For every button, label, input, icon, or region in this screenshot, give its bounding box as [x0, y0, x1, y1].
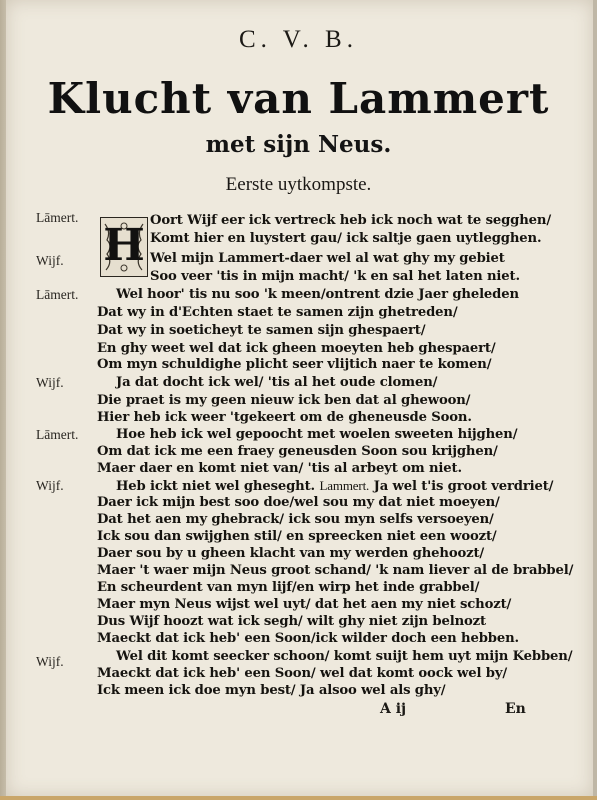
verse-line: Ick sou dan swijghen stil/ en spreecken niet een woozt/ [97, 529, 497, 544]
verse-line: Dus Wijf hoozt wat ick segh/ wilt ghy niet zijn belnozt [97, 614, 486, 629]
verse-line: Oort Wijf eer ick vertreck heb ick noch wat te segghen/ [150, 213, 552, 228]
verse-line: Die praet is my geen nieuw ick ben dat al ghewoon/ [97, 393, 471, 408]
verse-line: Wel mijn Lammert-daer wel al wat ghy my gebiet [150, 251, 505, 266]
verse-line: Soo veer 'tis in mijn macht/ 'k en sal het laten niet. [150, 269, 520, 284]
verse-line: En scheurdent van myn lijf/en wirp het inde grabbel/ [97, 580, 480, 595]
verse-line: Komt hier en luystert gau/ ick saltje gaen uytlegghen. [150, 231, 542, 246]
verse-line: Daer sou by u gheen klacht van my werden ghehoozt/ [97, 546, 485, 561]
play-title: Klucht van Lammert [47, 74, 550, 123]
verse-line: Dat wy in soeticheyt te samen sijn ghespaert/ [97, 323, 426, 338]
catchword: En [505, 701, 526, 717]
verse-line: Maeckt dat ick heb' een Soon/ wel dat komt oock wel by/ [97, 666, 508, 681]
verse-line: Maer myn Neus wijst wel uyt/ dat het aen my niet schozt/ [97, 597, 512, 612]
verse-line: En ghy weet wel dat ick gheen moeyten heb ghespaert/ [97, 341, 496, 356]
speaker-label: Lāmert. [36, 210, 79, 225]
verse-line: Om dat ick me een fraey geneusden Soon sou krijghen/ [97, 444, 498, 459]
play-subtitle: met sijn Neus. [205, 131, 392, 158]
verse-line: Hier heb ick weer 'tgekeert om de gheneusde Soon. [97, 410, 472, 425]
verse-line: Dat het aen my ghebrack/ ick sou myn selfs versoeyen/ [97, 512, 494, 527]
verse-line: Dat wy in d'Echten staet te samen zijn ghetreden/ [97, 305, 458, 320]
speaker-label: Wijf. [36, 654, 64, 669]
speaker-label: Wijf. [36, 478, 64, 493]
verse-line: Maeckt dat ick heb' een Soon/ick wilder doch een hebben. [97, 631, 519, 646]
verse-line: Daer ick mijn best soo doe/wel sou my dat niet moeyen/ [97, 495, 500, 510]
speaker-label: Lāmert. [36, 287, 79, 302]
page-edge [0, 796, 597, 800]
initial-letter: H [103, 220, 145, 271]
verse-line: Om myn schuldighe plicht seer vlijtich naer te komen/ [97, 357, 492, 372]
speaker-label: Wijf. [36, 375, 64, 390]
verse-line: Ja dat docht ick wel/ 'tis al het oude clomen/ [116, 375, 438, 390]
speaker-label: Wijf. [36, 253, 64, 268]
signature-mark: A ij [380, 701, 407, 717]
verse-line: Hoe heb ick wel gepoocht met woelen sweeten hijghen/ [116, 427, 518, 442]
verse-line: Wel hoor' tis nu soo 'k meen/ontrent dzie Jaer gheleden [116, 287, 519, 302]
verse-line: Ick meen ick doe myn best/ Ja alsoo wel als ghy/ [97, 683, 446, 698]
page-header: C. V. B. [239, 26, 358, 53]
section-heading: Eerste uytkompste. [225, 174, 372, 195]
verse-line: Maer 't waer mijn Neus groot schand/ 'k nam liever al de brabbel/ [97, 563, 574, 578]
decorated-initial [100, 217, 148, 277]
verse-line: Maer daer en komt niet van/ 'tis al arbeyt om niet. [97, 461, 462, 476]
speaker-label: Lāmert. [36, 427, 79, 442]
verse-line: Wel dit komt seecker schoon/ komt suijt hem uyt mijn Kebben/ [116, 649, 573, 664]
inline-speaker-label: Lammert. [319, 478, 370, 493]
verse-line: Heb ickt niet wel gheseght. Lammert. Ja wel t'is groot verdriet/ [116, 478, 554, 494]
